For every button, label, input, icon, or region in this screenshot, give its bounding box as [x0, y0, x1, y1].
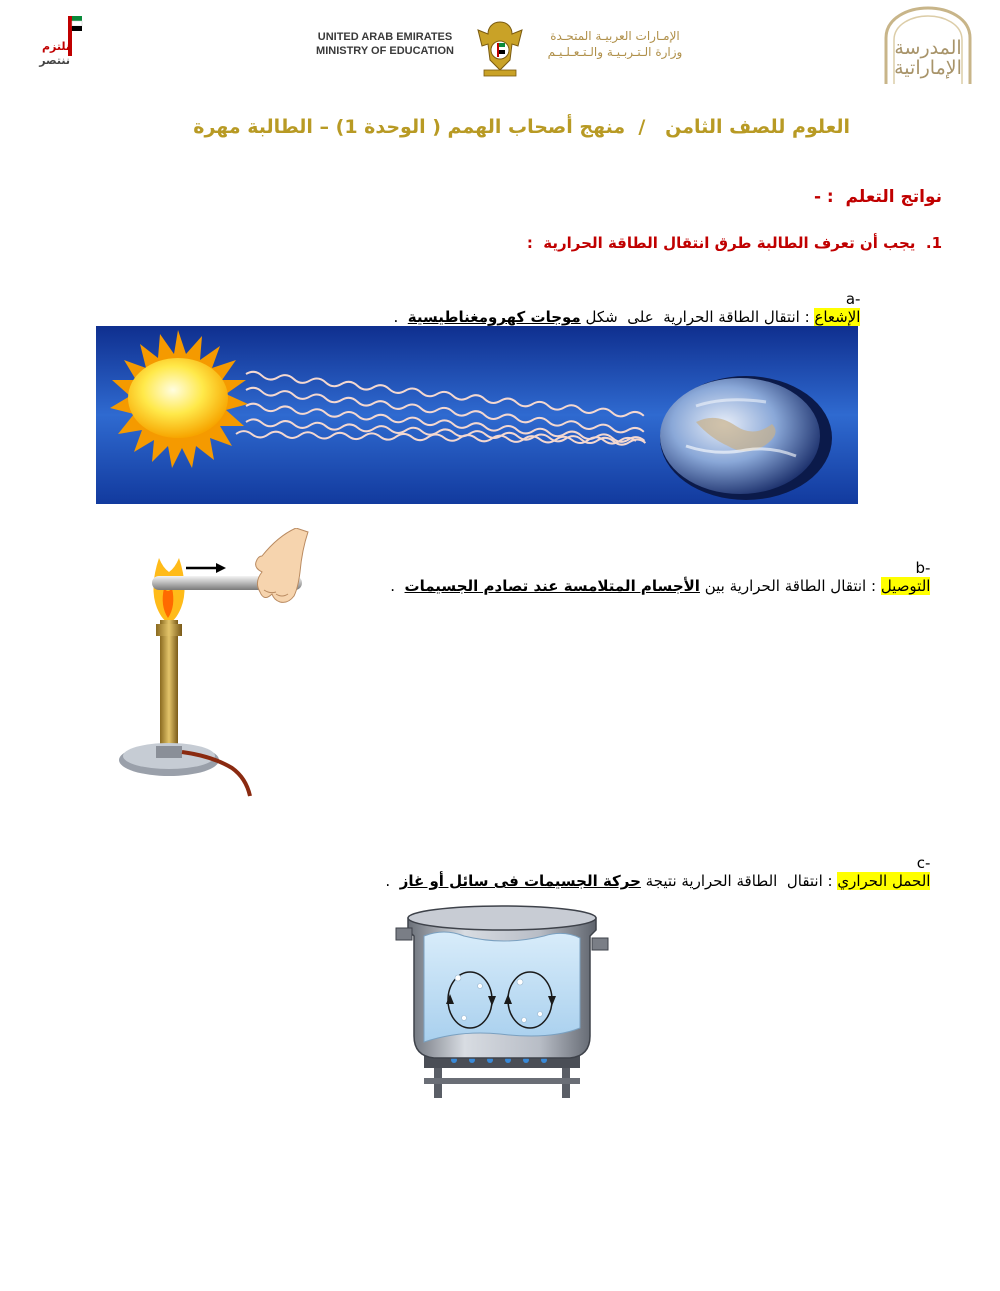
- item-b-text: : انتقال الطاقة الحرارية بين: [699, 577, 881, 595]
- item-c-marker: c-: [916, 854, 931, 872]
- ministry-en-line-1: UNITED ARAB EMIRATES: [317, 31, 453, 43]
- stove-burner-icon: [424, 1056, 580, 1098]
- ministry-en-line-2: MINISTRY OF EDUCATION: [316, 45, 454, 57]
- item-a-marker: a-: [845, 290, 861, 308]
- header: [0, 0, 1000, 95]
- item-c-key: حركة الجسيمات فى سائل أو غاز: [399, 872, 641, 890]
- hand-icon: [256, 528, 308, 602]
- item-c-text: : انتقال الطاقة الحرارية نتيجة: [640, 872, 838, 890]
- ministry-name-en: [300, 30, 470, 58]
- term-radiation: الإشعاع: [814, 308, 861, 326]
- emirati-school-logo: [872, 4, 984, 86]
- item-b-key: الأجسام المتلامسة عند تصادم الجسيمات: [404, 577, 700, 595]
- school-logo-text-2: الإماراتية: [894, 57, 962, 79]
- term-conduction: التوصيل: [880, 577, 931, 595]
- term-convection: الحمل الحراري: [837, 872, 931, 890]
- item-a-text: : انتقال الطاقة الحرارية على شكل: [580, 308, 815, 326]
- ministry-name-ar: [530, 28, 700, 60]
- outcome-point-1: 1. يجب أن تعرف الطالبة طرق انتقال الطاقة الحرارية :: [526, 234, 942, 252]
- item-radiation: [300, 272, 870, 326]
- commitment-logo: [28, 12, 88, 72]
- ministry-ar-line-2: وزارة الـتـربـيـة والـتـعـلـيـم: [547, 45, 683, 59]
- commitment-logo-text-2: ننتصر: [39, 54, 70, 67]
- commitment-logo-text-1: نلتزم: [41, 40, 70, 53]
- school-logo-text-1: المدرسة: [894, 37, 962, 59]
- earth-icon: [660, 376, 832, 500]
- item-b-end: .: [390, 577, 405, 595]
- page-title: العلوم للصف الثامن / منهج أصحاب الهمم ( الوحدة 1) – الطالبة مهرة: [193, 116, 850, 138]
- item-c-end: .: [385, 872, 400, 890]
- item-a-end: .: [393, 308, 408, 326]
- outcomes-heading: نواتج التعلم : -: [813, 187, 942, 207]
- item-conduction: [300, 541, 940, 595]
- item-a-key: موجات كهرومغناطيسية: [407, 308, 581, 326]
- radiation-image: [96, 326, 858, 504]
- conduction-image: [112, 528, 312, 798]
- burner-tube: [160, 620, 178, 760]
- convection-image: [394, 896, 610, 1102]
- item-convection: [300, 836, 940, 890]
- water-cutaway: [424, 932, 580, 1042]
- ministry-ar-line-1: الإمـارات العربيـة المتحـدة: [550, 29, 680, 43]
- uae-emblem-icon: [470, 16, 530, 78]
- heat-direction-arrow-icon: [186, 563, 226, 573]
- item-b-marker: b-: [915, 559, 931, 577]
